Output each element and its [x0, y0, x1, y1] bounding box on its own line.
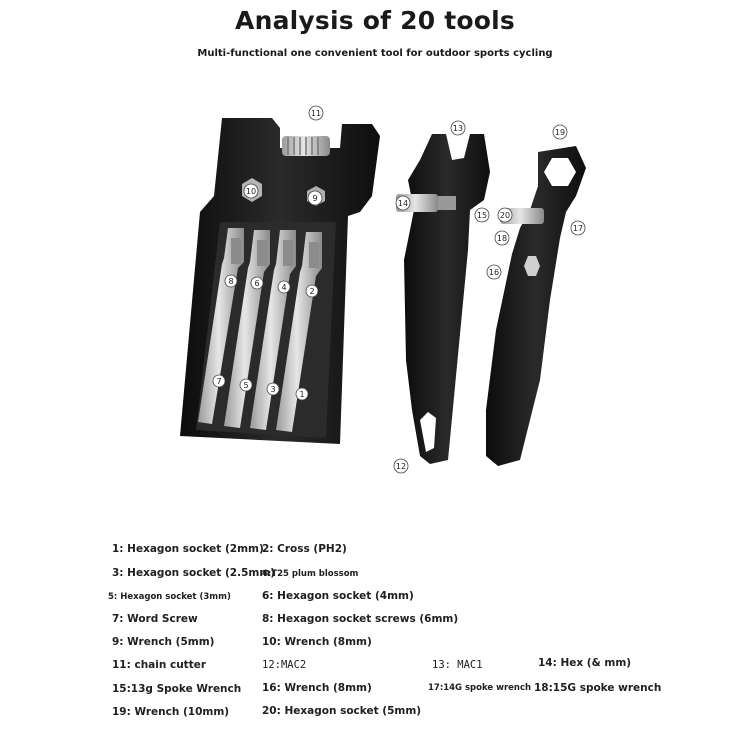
- callout-16-label: 16: [488, 268, 500, 277]
- legend-item-9: 9: Wrench (5mm): [112, 636, 215, 648]
- callout-14-label: 14: [397, 199, 409, 208]
- callout-9-label: 9: [312, 194, 318, 203]
- legend-item-7: 7: Word Screw: [112, 613, 198, 625]
- callout-5-label: 5: [243, 381, 249, 390]
- legend-item-12: 12:MAC2: [262, 659, 307, 671]
- callout-7-label: 7: [216, 377, 222, 386]
- page-subtitle: Multi-functional one convenient tool for outdoor sports cycling: [197, 48, 553, 59]
- callout-2-label: 2: [309, 287, 315, 296]
- legend-item-19: 19: Wrench (10mm): [112, 706, 230, 718]
- middle-lever-tool: [396, 134, 490, 464]
- right-lever-tool: [486, 146, 586, 466]
- legend-item-17: 17:14G spoke wrench: [428, 683, 532, 693]
- legend-item-18: 18:15G spoke wrench: [534, 682, 662, 694]
- callout-17-label: 17: [572, 224, 584, 233]
- callout-4-label: 4: [281, 283, 287, 292]
- legend-item-1: 1: Hexagon socket (2mm): [112, 543, 264, 555]
- multitool-body: [180, 118, 380, 444]
- legend-item-5: 5: Hexagon socket (3mm): [108, 592, 231, 602]
- callout-13-label: 13: [452, 124, 464, 133]
- legend-item-20: 20: Hexagon socket (5mm): [262, 705, 422, 717]
- legend-item-16: 16: Wrench (8mm): [262, 682, 372, 694]
- legend-item-11: 11: chain cutter: [112, 659, 207, 671]
- callout-8-label: 8: [228, 277, 234, 286]
- legend-item-14: 14: Hex (& mm): [538, 657, 632, 669]
- callout-11-label: 11: [310, 109, 322, 118]
- callout-6-label: 6: [254, 279, 260, 288]
- legend-item-15: 15:13g Spoke Wrench: [112, 683, 242, 695]
- page-title: Analysis of 20 tools: [235, 6, 515, 35]
- legend-item-13: 13: MAC1: [432, 659, 483, 671]
- callout-15-label: 15: [476, 211, 488, 220]
- callout-10-label: 10: [245, 187, 257, 196]
- legend-item-3: 3: Hexagon socket (2.5mm): [112, 567, 276, 579]
- legend-item-2: 2: Cross (PH2): [262, 543, 347, 555]
- legend-item-4: 4:T25 plum blossom: [262, 569, 359, 579]
- legend-item-8: 8: Hexagon socket screws (6mm): [262, 613, 459, 625]
- callout-3-label: 3: [270, 385, 276, 394]
- callout-12-label: 12: [395, 462, 407, 471]
- callout-18-label: 18: [496, 234, 508, 243]
- callout-20-label: 20: [499, 211, 511, 220]
- callout-19-label: 19: [554, 128, 566, 137]
- legend-item-6: 6: Hexagon socket (4mm): [262, 590, 414, 602]
- legend-item-10: 10: Wrench (8mm): [262, 636, 372, 648]
- callout-1-label: 1: [299, 390, 305, 399]
